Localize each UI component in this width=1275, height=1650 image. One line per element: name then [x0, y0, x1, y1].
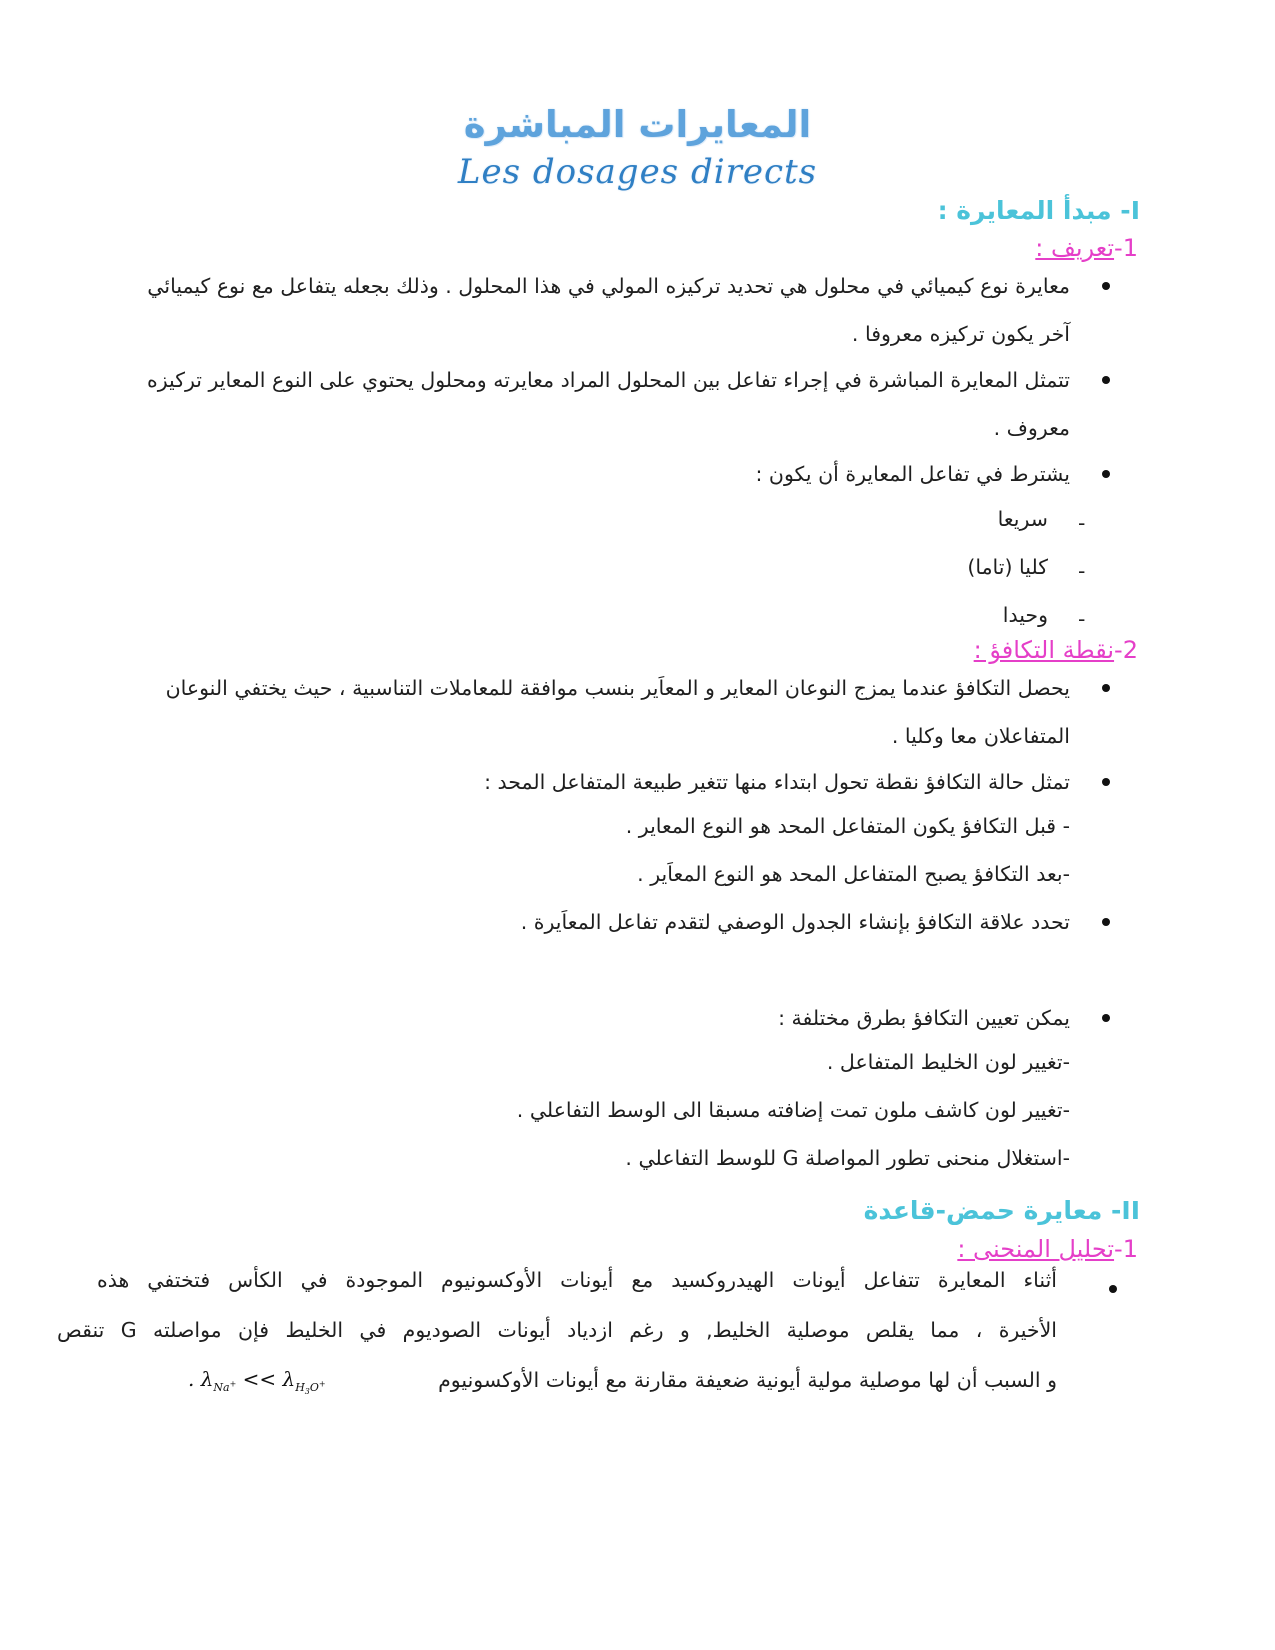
method-line: -استغلال منحنى تطور المواصلة G للوسط التفاعلي . [625, 1146, 1070, 1170]
bullet-dot-icon [1102, 376, 1110, 384]
condition-item: وحيدا [1002, 603, 1048, 627]
bullet-item [80, 664, 1070, 760]
bullet-item [170, 994, 1070, 1042]
bullet-item [135, 262, 1070, 358]
limiting-reactant-line: -بعد التكافؤ يصبح المتفاعل المحد هو النوع المعاَير . [637, 862, 1070, 886]
section-heading-acid-base: II- معايرة حمض-قاعدة [863, 1196, 1140, 1225]
bullet-dot-icon [1102, 918, 1110, 926]
dash-marker: - [1078, 559, 1086, 583]
bullet-dot-icon [1102, 470, 1110, 478]
bullet-dot-icon [1109, 1285, 1117, 1293]
bullet-dot-icon [1102, 684, 1110, 692]
dash-marker: - [1078, 511, 1086, 535]
document-title-french: Les dosages directs [457, 152, 818, 192]
bullet-item [170, 450, 1070, 498]
subheading-number: 2- [1114, 636, 1138, 664]
bullet-text: معايرة نوع كيميائي في محلول هي تحديد تركيزه المولي في هذا المحلول . وذلك بجعله يتفاعل مع نوع كيميائي آخر يكون تركيزه معروفا . [147, 274, 1070, 346]
subheading-definition [1035, 234, 1138, 262]
subheading-number: 1- [1114, 1235, 1138, 1263]
condition-item: كليا (تاما) [967, 555, 1048, 579]
subheading-number: 1- [1114, 234, 1138, 262]
method-line: -تغيير لون الخليط المتفاعل . [826, 1050, 1070, 1074]
condition-item: سريعا [997, 507, 1048, 531]
paragraph-line: أثناء المعايرة تتفاعل أيونات الهيدروكسيد مع أيونات الأوكسونيوم الموجودة في الكأس فتختفي هذه [97, 1268, 1057, 1292]
bullet-item [130, 356, 1070, 452]
bullet-item [170, 898, 1070, 946]
subheading-label: تعريف : [1035, 234, 1115, 262]
bullet-text: تتمثل المعايرة المباشرة في إجراء تفاعل بين المحلول المراد معايرته ومحلول يحتوي على النوع المعاير تركيزه معروف . [146, 368, 1070, 440]
bullet-item [170, 758, 1070, 806]
bullet-dot-icon [1102, 1014, 1110, 1022]
subheading-equivalence [974, 636, 1138, 664]
bullet-dot-icon [1102, 282, 1110, 290]
bullet-text: تمثل حالة التكافؤ نقطة تحول ابتداء منها تتغير طبيعة المتفاعل المحد : [484, 770, 1070, 794]
limiting-reactant-line: - قبل التكافؤ يكون المتفاعل المحد هو النوع المعاير . [625, 814, 1070, 838]
conductivity-formula: . $\lambda_{Na^+} << \lambda_{H_3O^+}$ [188, 1367, 326, 1397]
document-title-arabic: المعايرات المباشرة [463, 103, 812, 146]
bullet-dot-icon [1102, 778, 1110, 786]
paragraph-line: الأخيرة ، مما يقلص موصلية الخليط, و رغم ازدياد أيونات الصوديوم في الخليط فإن مواصلته G تنقص [57, 1318, 1057, 1342]
subheading-curve-analysis [957, 1235, 1138, 1263]
dash-marker: - [1078, 607, 1086, 631]
paragraph-line: و السبب أن لها موصلية مولية أيونية ضعيفة مقارنة مع أيونات الأوكسونيوم [438, 1368, 1057, 1392]
bullet-text: يمكن تعيين التكافؤ بطرق مختلفة : [778, 1006, 1070, 1030]
subheading-label: تحليل المنحنى : [957, 1235, 1115, 1263]
subheading-label: نقطة التكافؤ : [973, 636, 1115, 664]
bullet-text: يحصل التكافؤ عندما يمزج النوعان المعاير و المعاَير بنسب موافقة للمعاملات التناسبية ، حيث يختفي النوعان المتفاعلان معا وكليا . [165, 676, 1070, 748]
method-line: -تغيير لون كاشف ملون تمت إضافته مسبقا الى الوسط التفاعلي . [516, 1098, 1070, 1122]
section-heading-principle: I- مبدأ المعايرة : [937, 196, 1140, 225]
bullet-text: تحدد علاقة التكافؤ بإنشاء الجدول الوصفي لتقدم تفاعل المعاَيرة . [520, 910, 1070, 934]
bullet-text: يشترط في تفاعل المعايرة أن يكون : [755, 462, 1070, 486]
